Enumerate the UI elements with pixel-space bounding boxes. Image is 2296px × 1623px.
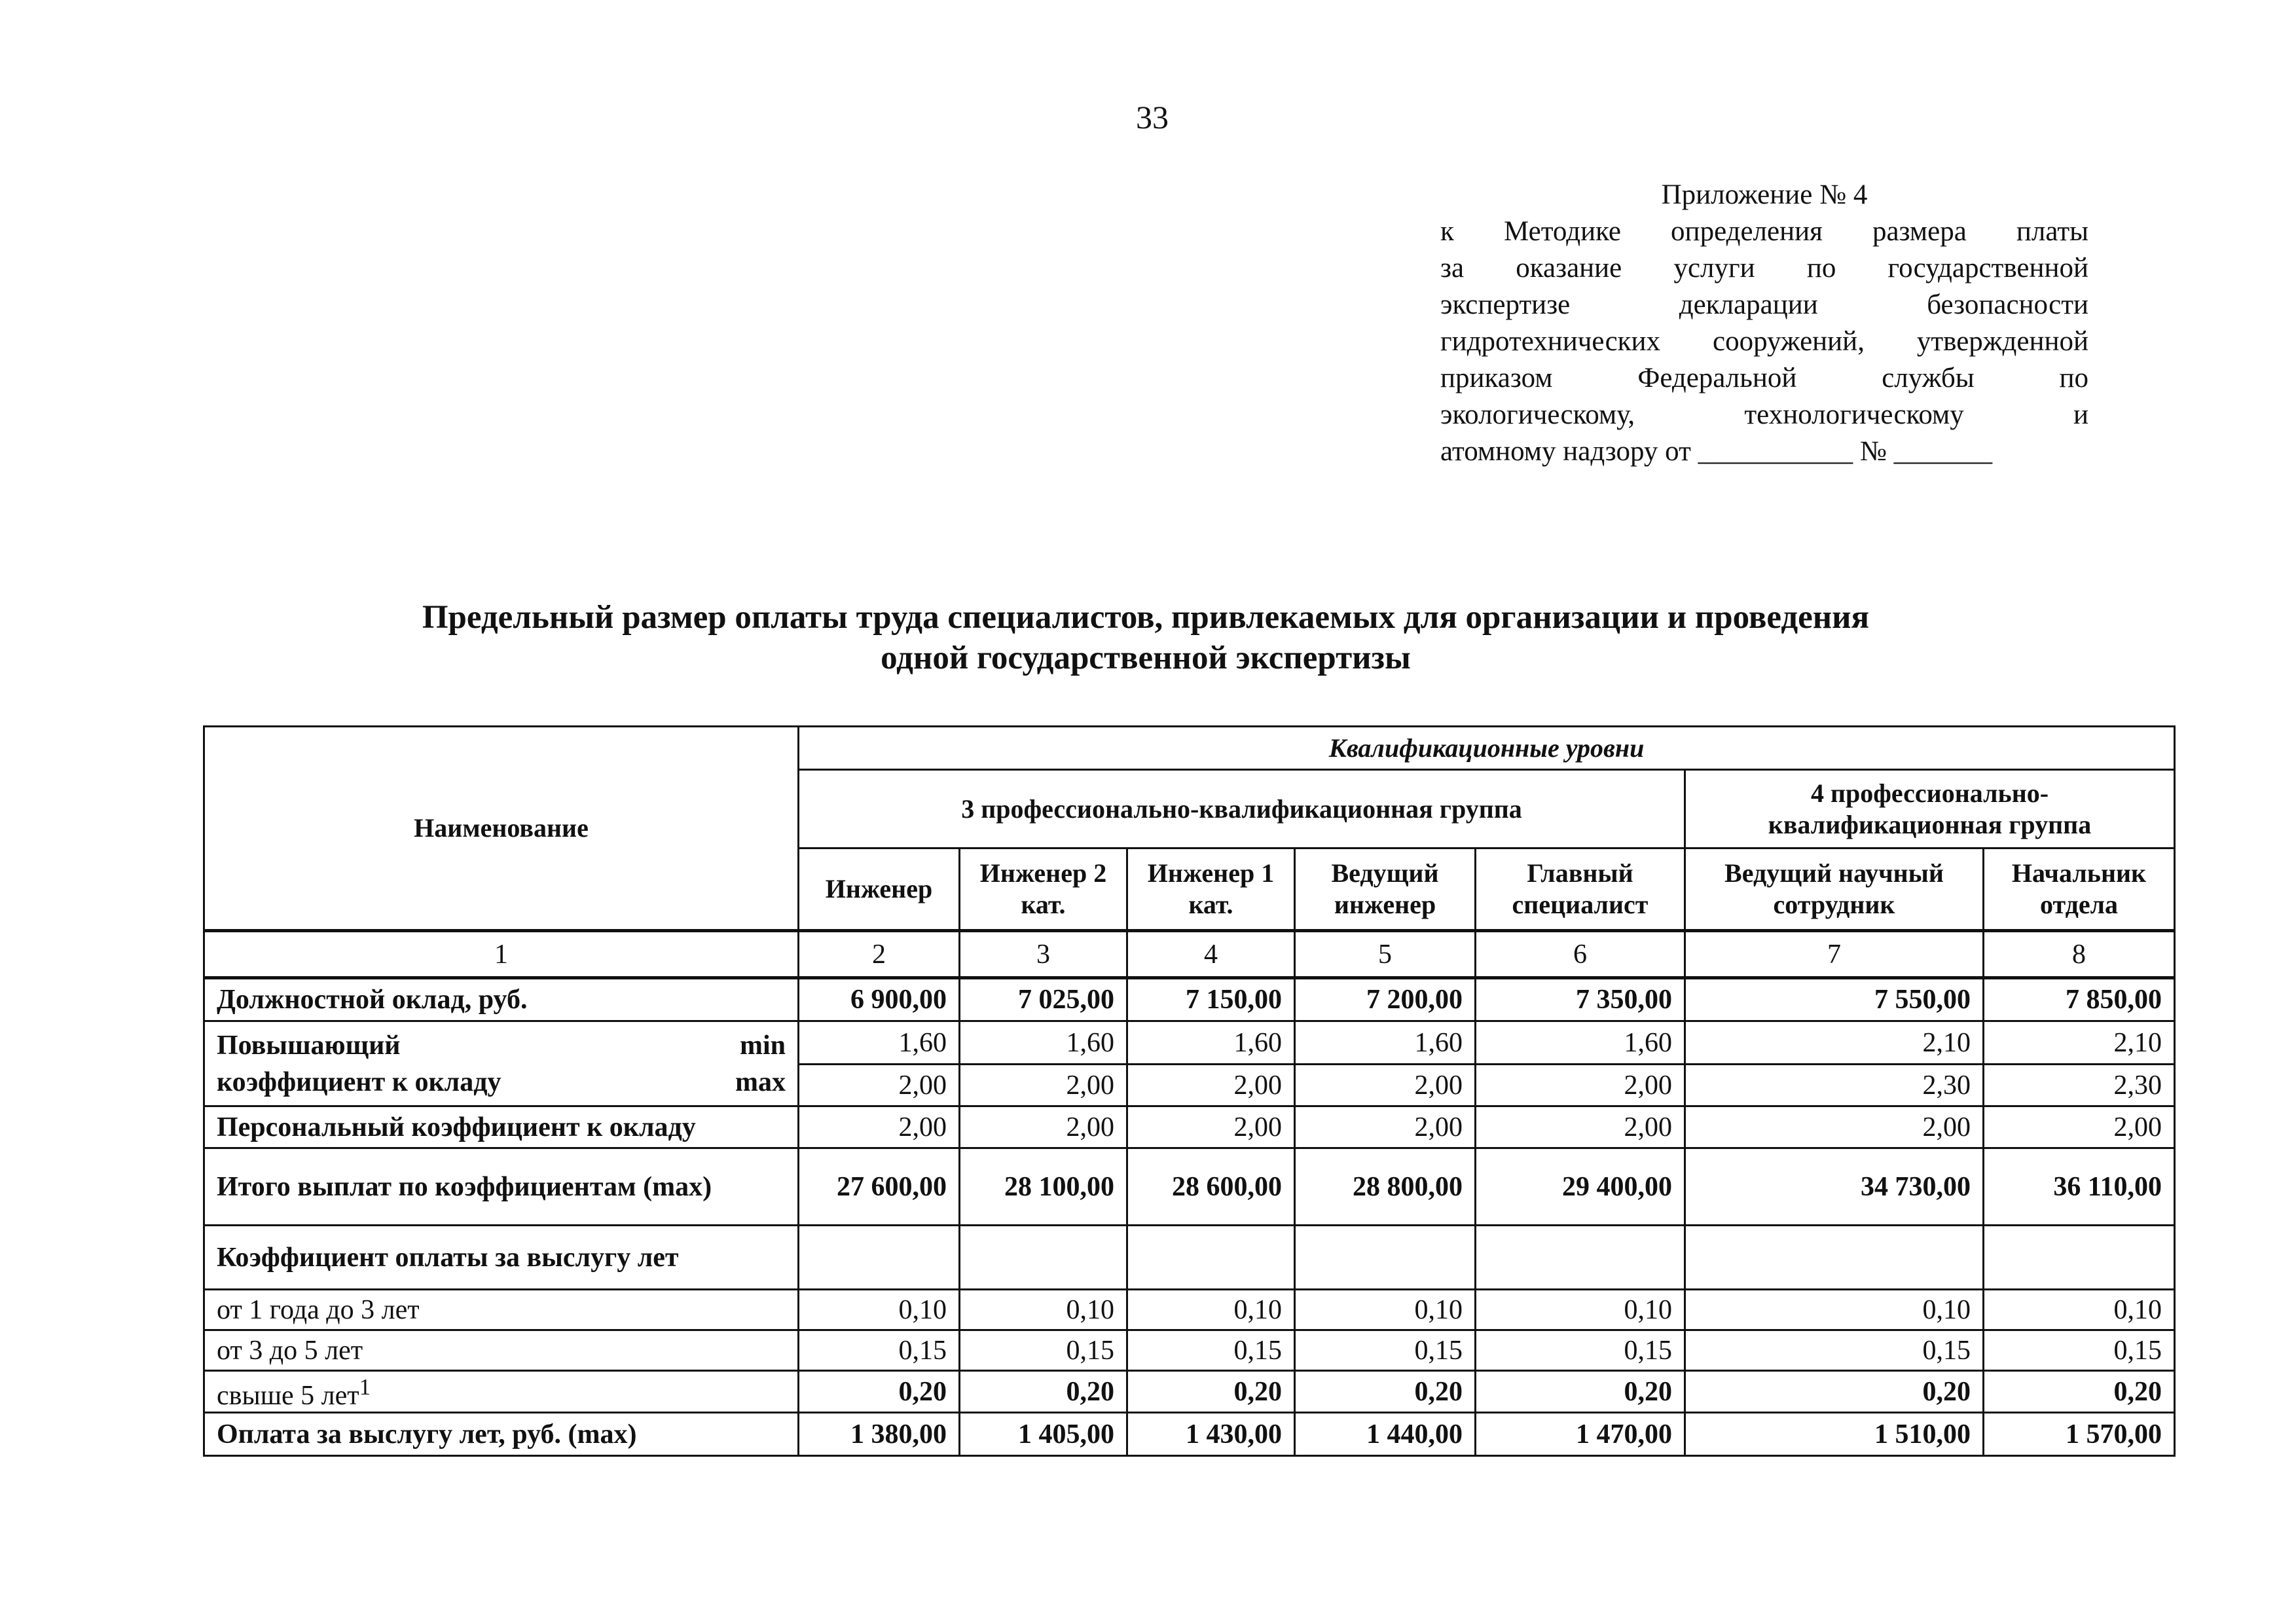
appendix-title: Приложение № 4 xyxy=(1661,179,1868,210)
row-label-seniority: от 1 года до 3 лет xyxy=(204,1290,799,1330)
empty-cell xyxy=(1476,1226,1685,1290)
raise-min-cell: 1,60 xyxy=(1295,1021,1476,1065)
raise-max-label: max xyxy=(735,1067,786,1097)
appendix-block xyxy=(1440,177,2088,470)
personal-cell: 2,00 xyxy=(799,1106,960,1148)
personal-cell: 2,00 xyxy=(1685,1106,1984,1148)
total-cell: 29 400,00 xyxy=(1476,1148,1685,1226)
empty-cell xyxy=(1127,1226,1295,1290)
raise-min-cell: 1,60 xyxy=(1127,1021,1295,1065)
column-number: 1 xyxy=(204,931,799,978)
seniority-cell: 0,15 xyxy=(799,1330,960,1371)
salary-cell: 7 350,00 xyxy=(1476,978,1685,1021)
column-number: 2 xyxy=(799,931,960,978)
header-levels: Квалификационные уровни xyxy=(799,727,2175,770)
raise-min-cell: 1,60 xyxy=(799,1021,960,1065)
page-number: 33 xyxy=(1136,99,1169,136)
seniority-cell: 0,15 xyxy=(1476,1330,1685,1371)
empty-cell xyxy=(960,1226,1127,1290)
seniority-pay-cell: 1 430,00 xyxy=(1127,1413,1295,1456)
seniority-cell: 0,15 xyxy=(960,1330,1127,1371)
appendix-line: атомному надзору от ___________ № _______ xyxy=(1440,436,1993,467)
personal-cell: 2,00 xyxy=(1476,1106,1685,1148)
seniority-cell: 0,15 xyxy=(1295,1330,1476,1371)
raise-min-cell: 1,60 xyxy=(1476,1021,1685,1065)
seniority-cell: 0,10 xyxy=(960,1290,1127,1330)
row-label-total: Итого выплат по коэффициентам (max) xyxy=(204,1148,799,1226)
total-cell: 28 800,00 xyxy=(1295,1148,1476,1226)
appendix-line: приказом Федеральной службы по xyxy=(1440,363,2088,393)
personal-cell: 2,00 xyxy=(1127,1106,1295,1148)
document-title xyxy=(196,597,2095,678)
column-header: Инженер 1 кат. xyxy=(1127,848,1295,931)
seniority-label: свыше 5 лет xyxy=(217,1381,359,1411)
seniority-cell: 0,20 xyxy=(799,1371,960,1413)
total-cell: 28 600,00 xyxy=(1127,1148,1295,1226)
row-label-seniority xyxy=(204,1371,799,1413)
seniority-cell: 0,20 xyxy=(1984,1371,2175,1413)
raise-max-cell: 2,00 xyxy=(1295,1065,1476,1106)
header-group-4: 4 профессионально-квалификационная группа xyxy=(1685,770,2175,848)
seniority-cell: 0,20 xyxy=(1476,1371,1685,1413)
personal-cell: 2,00 xyxy=(1295,1106,1476,1148)
footnote-marker: 1 xyxy=(359,1374,371,1400)
column-header: Ведущий научный сотрудник xyxy=(1685,848,1984,931)
empty-cell xyxy=(1984,1226,2175,1290)
seniority-cell: 0,10 xyxy=(1127,1290,1295,1330)
seniority-cell: 0,20 xyxy=(960,1371,1127,1413)
total-cell: 28 100,00 xyxy=(960,1148,1127,1226)
appendix-line: за оказание услуги по государственной xyxy=(1440,253,2088,283)
raise-max-cell: 2,00 xyxy=(1476,1065,1685,1106)
salary-table xyxy=(203,725,2176,1457)
title-line-1: Предельный размер оплаты труда специалистов, привлекаемых для организации и проведения xyxy=(422,599,1870,636)
seniority-cell: 0,20 xyxy=(1685,1371,1984,1413)
salary-cell: 7 850,00 xyxy=(1984,978,2175,1021)
column-number: 6 xyxy=(1476,931,1685,978)
column-number: 5 xyxy=(1295,931,1476,978)
salary-cell: 7 025,00 xyxy=(960,978,1127,1021)
seniority-cell: 0,10 xyxy=(1685,1290,1984,1330)
raise-min-cell: 2,10 xyxy=(1685,1021,1984,1065)
column-number: 8 xyxy=(1984,931,2175,978)
total-cell: 34 730,00 xyxy=(1685,1148,1984,1226)
seniority-cell: 0,15 xyxy=(1984,1330,2175,1371)
seniority-cell: 0,10 xyxy=(1295,1290,1476,1330)
raise-max-cell: 2,00 xyxy=(960,1065,1127,1106)
column-header: Ведущий инженер xyxy=(1295,848,1476,931)
empty-cell xyxy=(799,1226,960,1290)
row-label-seniority-heading: Коэффициент оплаты за выслугу лет xyxy=(204,1226,799,1290)
seniority-pay-cell: 1 470,00 xyxy=(1476,1413,1685,1456)
salary-cell: 6 900,00 xyxy=(799,978,960,1021)
row-label-personal: Персональный коэффициент к окладу xyxy=(204,1106,799,1148)
header-name: Наименование xyxy=(204,727,799,931)
raise-max-cell: 2,00 xyxy=(1127,1065,1295,1106)
column-header: Начальник отдела xyxy=(1984,848,2175,931)
raise-min-label: min xyxy=(739,1030,786,1061)
row-label-raise xyxy=(204,1021,799,1106)
empty-cell xyxy=(1685,1226,1984,1290)
empty-cell xyxy=(1295,1226,1476,1290)
salary-cell: 7 550,00 xyxy=(1685,978,1984,1021)
seniority-cell: 0,20 xyxy=(1295,1371,1476,1413)
column-header: Инженер xyxy=(799,848,960,931)
personal-cell: 2,00 xyxy=(960,1106,1127,1148)
appendix-line: экологическому, технологическому и xyxy=(1440,399,2088,430)
raise-min-cell: 2,10 xyxy=(1984,1021,2175,1065)
raise-label-2: коэффициент к окладу xyxy=(217,1067,501,1097)
row-label-salary: Должностной оклад, руб. xyxy=(204,978,799,1021)
appendix-line: гидротехнических сооружений, утвержденной xyxy=(1440,326,2088,357)
raise-max-cell: 2,30 xyxy=(1685,1065,1984,1106)
seniority-cell: 0,20 xyxy=(1127,1371,1295,1413)
salary-cell: 7 150,00 xyxy=(1127,978,1295,1021)
raise-min-cell: 1,60 xyxy=(960,1021,1127,1065)
header-group-3: 3 профессионально-квалификационная группа xyxy=(799,770,1685,848)
column-number: 7 xyxy=(1685,931,1984,978)
raise-max-cell: 2,30 xyxy=(1984,1065,2175,1106)
seniority-pay-cell: 1 380,00 xyxy=(799,1413,960,1456)
seniority-pay-cell: 1 440,00 xyxy=(1295,1413,1476,1456)
column-header: Главный специалист xyxy=(1476,848,1685,931)
seniority-cell: 0,15 xyxy=(1127,1330,1295,1371)
personal-cell: 2,00 xyxy=(1984,1106,2175,1148)
seniority-cell: 0,15 xyxy=(1685,1330,1984,1371)
seniority-cell: 0,10 xyxy=(799,1290,960,1330)
column-number: 3 xyxy=(960,931,1127,978)
total-cell: 27 600,00 xyxy=(799,1148,960,1226)
seniority-cell: 0,10 xyxy=(1476,1290,1685,1330)
raise-max-cell: 2,00 xyxy=(799,1065,960,1106)
seniority-pay-cell: 1 510,00 xyxy=(1685,1413,1984,1456)
total-cell: 36 110,00 xyxy=(1984,1148,2175,1226)
seniority-pay-cell: 1 405,00 xyxy=(960,1413,1127,1456)
salary-cell: 7 200,00 xyxy=(1295,978,1476,1021)
seniority-cell: 0,10 xyxy=(1984,1290,2175,1330)
row-label-seniority-pay: Оплата за выслугу лет, руб. (max) xyxy=(204,1413,799,1456)
column-header: Инженер 2 кат. xyxy=(960,848,1127,931)
appendix-line: к Методике определения размера платы xyxy=(1440,216,2088,247)
appendix-line: экспертизе декларации безопасности xyxy=(1440,289,2088,320)
row-label-seniority: от 3 до 5 лет xyxy=(204,1330,799,1371)
column-number: 4 xyxy=(1127,931,1295,978)
raise-label-1: Повышающий xyxy=(217,1030,401,1061)
seniority-pay-cell: 1 570,00 xyxy=(1984,1413,2175,1456)
title-line-2: одной государственной экспертизы xyxy=(881,640,1411,676)
